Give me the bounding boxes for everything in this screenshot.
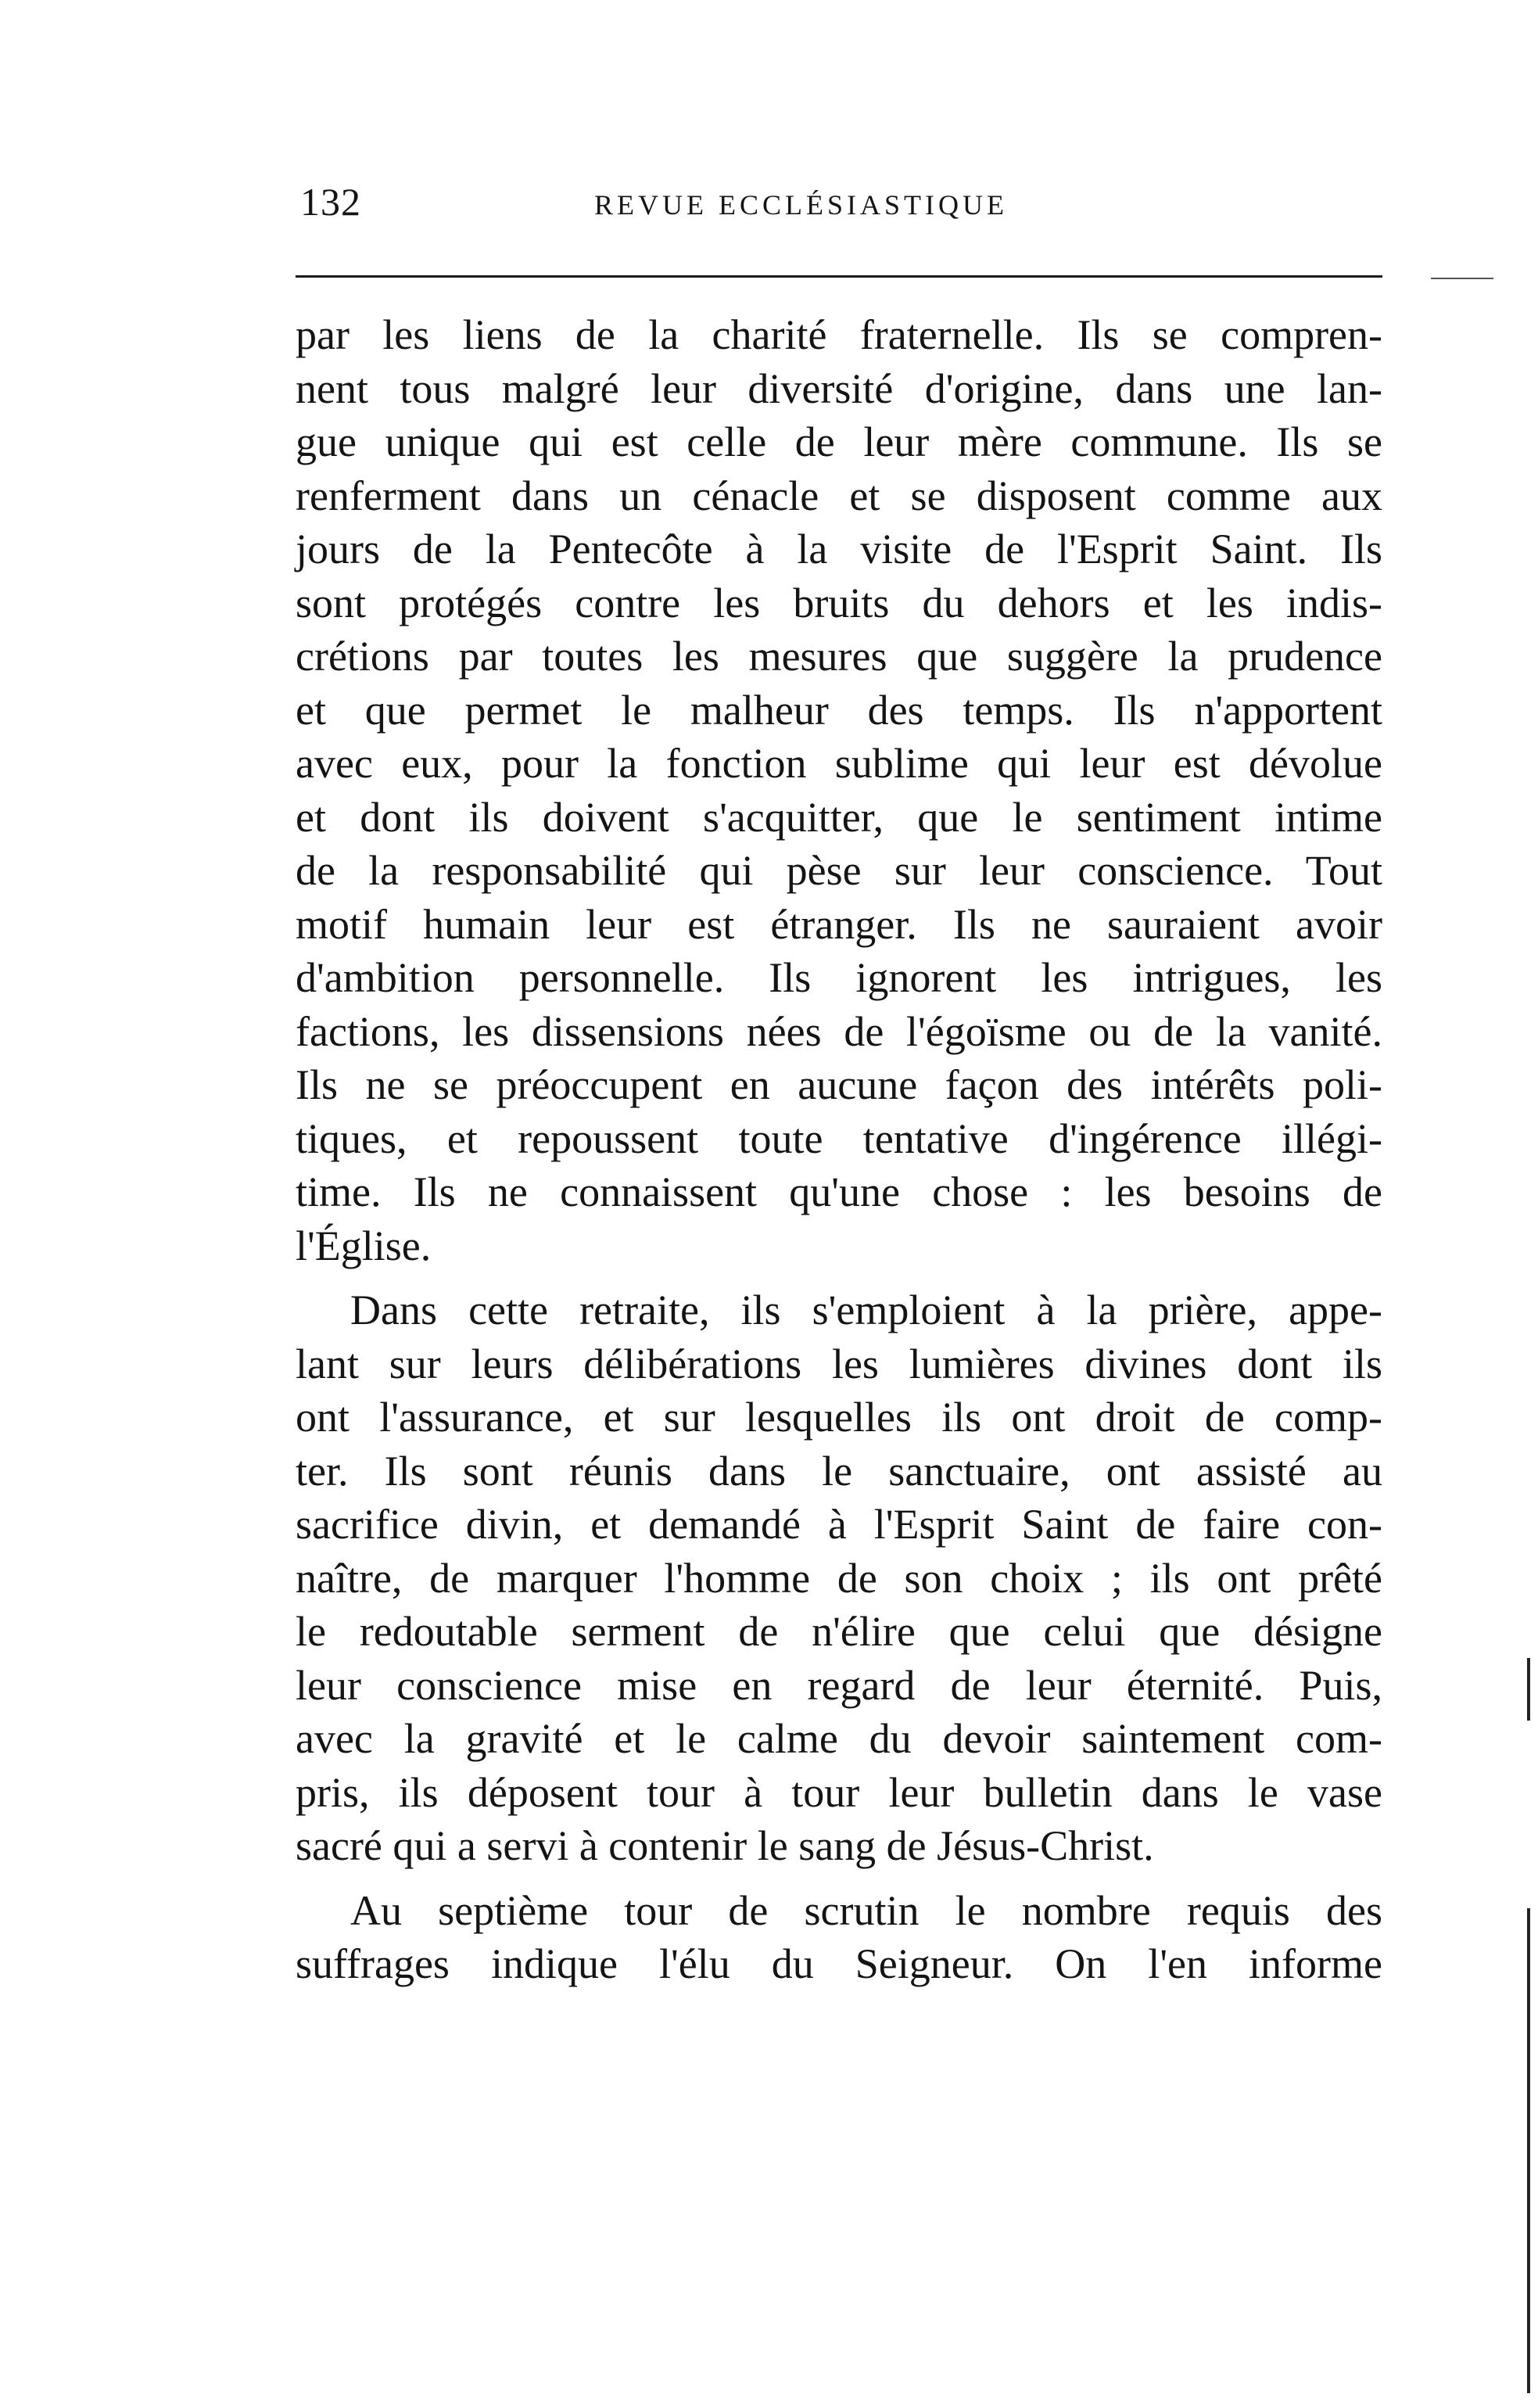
- text-line: avec eux, pour la fonction sublime qui leur est dévolue: [296, 740, 1382, 787]
- text-line: d'ambition personnelle. Ils ignorent les intrigues, les: [296, 954, 1382, 1001]
- text-line: jours de la Pentecôte à la visite de l'Esprit Saint. Ils: [296, 526, 1382, 572]
- scan-margin-mark: [1527, 1908, 1530, 2393]
- text-line: et dont ils doivent s'acquitter, que le sentiment intime: [296, 793, 1382, 841]
- text-line: factions, les dissensions nées de l'égoïsme ou de la vanité.: [296, 1007, 1382, 1055]
- scan-margin-mark: [1527, 1658, 1530, 1721]
- text-line: sacrifice divin, et demandé à l'Esprit Saint de faire con-: [296, 1501, 1382, 1548]
- paragraph-1: [296, 308, 1382, 1272]
- text-line: crétions par toutes les mesures que suggère la prudence: [296, 633, 1382, 680]
- paragraph-spacer: [296, 1272, 1382, 1283]
- text-line: ter. Ils sont réunis dans le sanctuaire, ont assisté au: [296, 1447, 1382, 1495]
- text-line: Au septième tour de scrutin le nombre requis des: [350, 1886, 1382, 1934]
- text-line: naître, de marquer l'homme de son choix ; ils ont prêté: [296, 1554, 1382, 1602]
- text-line: gue unique qui est celle de leur mère commune. Ils se: [296, 418, 1382, 465]
- text-line: Ils ne se préoccupent en aucune façon des intérêts poli-: [296, 1061, 1382, 1108]
- text-line: lant sur leurs délibérations les lumières divines dont ils: [296, 1340, 1382, 1387]
- body-text: [296, 308, 1382, 1991]
- paragraph-spacer: [296, 1873, 1382, 1884]
- running-title: REVUE ECCLÉSIASTIQUE: [594, 189, 1008, 221]
- text-line: par les liens de la charité fraternelle. Ils se compren-: [296, 311, 1382, 358]
- text-line: motif humain leur est étranger. Ils ne sauraient avoir: [296, 900, 1382, 948]
- text-line: de la responsabilité qui pèse sur leur conscience. Tout: [296, 847, 1382, 894]
- text-line: leur conscience mise en regard de leur éternité. Puis,: [296, 1661, 1382, 1709]
- text-line: l'Église.: [296, 1222, 432, 1269]
- text-line: ont l'assurance, et sur lesquelles ils ont droit de comp-: [296, 1394, 1382, 1441]
- text-line: avec la gravité et le calme du devoir saintement com-: [296, 1715, 1382, 1762]
- text-line: le redoutable serment de n'élire que celui que désigne: [296, 1608, 1382, 1655]
- text-line: suffrages indique l'élu du Seigneur. On l'en informe: [296, 1940, 1382, 1987]
- text-line: et que permet le malheur des temps. Ils n'apportent: [296, 686, 1382, 734]
- page-number: 132: [300, 180, 361, 224]
- text-line: Dans cette retraite, ils s'emploient à la prière, appe-: [350, 1287, 1382, 1333]
- text-line: sacré qui a servi à contenir le sang de Jésus-Christ.: [296, 1822, 1154, 1869]
- text-line: nent tous malgré leur diversité d'origine, dans une lan-: [296, 364, 1382, 412]
- text-line: tiques, et repoussent toute tentative d'ingérence illégi-: [296, 1114, 1382, 1162]
- paragraph-3: [296, 1884, 1382, 1991]
- text-line: pris, ils déposent tour à tour leur bulletin dans le vase: [296, 1768, 1382, 1816]
- text-line: time. Ils ne connaissent qu'une chose : les besoins de: [296, 1168, 1382, 1215]
- header-rule-tail: [1431, 278, 1493, 279]
- paragraph-2: [296, 1283, 1382, 1873]
- text-line: renferment dans un cénacle et se disposent comme aux: [296, 472, 1382, 519]
- header-rule: [296, 275, 1382, 278]
- text-line: sont protégés contre les bruits du dehors et les indis-: [296, 579, 1382, 626]
